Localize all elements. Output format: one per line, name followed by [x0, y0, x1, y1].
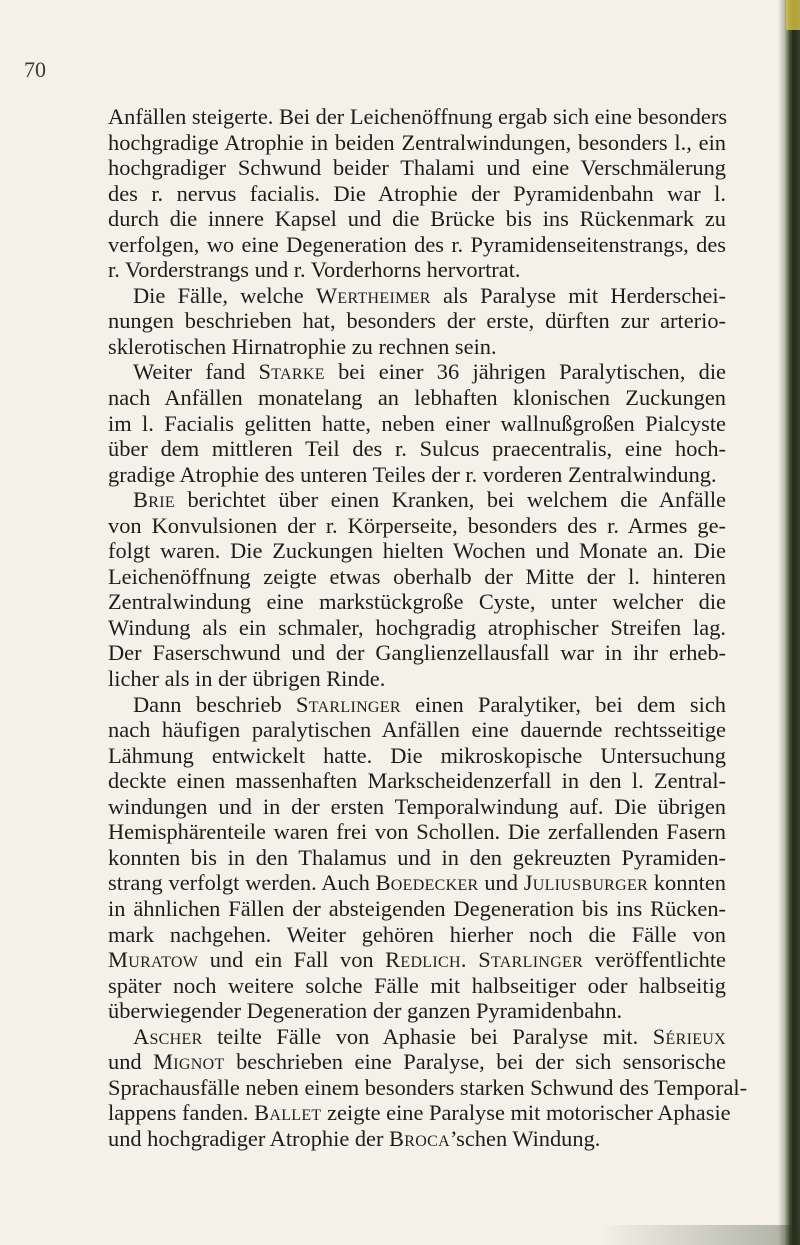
page-edge-stain: [786, 0, 800, 30]
text-run: zeigte eine Paralyse mit motorischer Aphasie: [321, 1100, 731, 1126]
text-line: [108, 538, 726, 564]
text-line: [108, 819, 726, 845]
text-line: [108, 385, 726, 411]
text-line: [108, 513, 726, 539]
text-line: [108, 998, 726, 1024]
text-run: in ähnlichen Fällen der absteigenden Degeneration bis ins Rücken-: [108, 895, 726, 921]
text-run: hochgradiger Schwund beider Thalami und eine Verschmälerung: [108, 155, 726, 181]
text-run: Zentralwindung eine markstückgroße Cyste, unter welcher die: [108, 589, 726, 615]
text-line: [108, 896, 726, 922]
text-line: [108, 666, 726, 692]
author-name: Starke: [258, 359, 325, 385]
text-run: im l. Facialis gelitten hatte, neben einer wallnußgroßen Pialcyste: [108, 410, 726, 436]
text-run: Lähmung entwickelt hatte. Die mikroskopische Untersuchung: [108, 742, 726, 768]
text-run: r. Vorderstrangs und r. Vorderhorns hervortrat.: [108, 257, 521, 283]
text-run: beschrieben eine Paralyse, bei der sich sensorische: [224, 1049, 726, 1075]
text-run: überwiegender Degeneration der ganzen Pyramidenbahn.: [108, 998, 623, 1024]
text-run: Anfällen steigerte. Bei der Leichenöffnung ergab sich eine besonders: [108, 104, 728, 129]
text-line: [108, 359, 726, 385]
text-line: [108, 232, 726, 258]
text-run: berichtet über einen Kranken, bei welchem die Anfälle: [174, 487, 726, 513]
text-run: Hemisphärenteile waren frei von Schollen. Die zerfallenden Fasern: [108, 819, 726, 845]
text-line: [108, 870, 726, 896]
text-line: [108, 845, 726, 871]
text-run: des r. nervus facialis. Die Atrophie der Pyramidenbahn war l.: [108, 180, 726, 206]
author-name: Brie: [133, 487, 175, 513]
text-run: einen Paralytiker, bei dem sich: [400, 691, 726, 717]
text-line: [108, 564, 726, 590]
text-run: teilte Fälle von Aphasie bei Paralyse mit.: [202, 1023, 653, 1049]
text-line: [108, 130, 726, 156]
text-run: folgt waren. Die Zuckungen hielten Wochen und Monate an. Die: [108, 538, 726, 564]
author-name: Ascher: [133, 1023, 203, 1049]
text-line: [108, 589, 726, 615]
author-name: Ballet: [254, 1100, 322, 1126]
text-run: und hochgradiger Atrophie der: [108, 1125, 390, 1151]
text-line: [108, 1074, 748, 1101]
text-line: [108, 1100, 731, 1126]
text-run: sklerotischen Hirnatrophie zu rechnen sein.: [108, 333, 497, 359]
author-name: Mignot: [153, 1049, 225, 1075]
author-name: Starlinger: [296, 691, 401, 717]
text-run: nach häufigen paralytischen Anfällen eine dauernde rechtsseitige: [108, 717, 726, 743]
text-run: als Paralyse mit Herderschei-: [430, 282, 727, 308]
text-line: [108, 692, 726, 718]
text-line: [108, 104, 726, 130]
text-line: [108, 947, 726, 973]
author-name: Wertheimer: [315, 282, 431, 308]
author-name: Redlich.: [385, 947, 467, 973]
text-line: [108, 436, 726, 462]
text-run: lappens fanden.: [108, 1100, 255, 1126]
text-line: [108, 181, 726, 207]
author-name: Juliusburger: [523, 870, 649, 896]
body-text: [108, 104, 748, 1151]
text-run: ’schen Windung.: [449, 1125, 601, 1151]
text-line: [108, 743, 726, 769]
text-line: [108, 717, 726, 743]
text-line: [108, 794, 726, 820]
author-name: Starlinger: [478, 947, 584, 973]
text-line: [108, 487, 726, 513]
text-run: durch die innere Kapsel und die Brücke bis ins Rückenmark zu: [108, 206, 726, 232]
text-line: [108, 308, 726, 334]
text-run: gradige Atrophie des unteren Teiles der r. vorderen Zentralwindung.: [108, 461, 717, 487]
text-line: [108, 922, 726, 948]
text-run: Sprachausfälle neben einem besonders starken Schwund des Temporal-: [108, 1074, 748, 1100]
text-run: verfolgen, wo eine Degeneration des r. Pyramidenseitenstrangs, des: [108, 231, 726, 257]
text-line: [108, 257, 726, 283]
page-number: 70: [24, 57, 46, 82]
text-line: [108, 334, 726, 360]
text-run: nach Anfällen monatelang an lebhaften klonischen Zuckungen: [108, 385, 726, 411]
text-run: veröffentlichte: [583, 947, 726, 973]
text-run: mark nachgehen. Weiter gehören hierher noch die Fälle von: [108, 921, 726, 947]
text-line: [108, 1024, 726, 1050]
text-run: [467, 947, 479, 972]
text-line: [108, 283, 726, 309]
text-line: [108, 206, 726, 232]
author-name: Boedecker: [375, 870, 479, 896]
author-name: Sérieux: [652, 1023, 726, 1049]
text-run: nungen beschrieben hat, besonders der erste, dürften zur arterio-: [108, 308, 726, 334]
page-edge-dark: [792, 0, 800, 1245]
text-line: [108, 462, 726, 488]
text-run: und ein Fall von: [198, 947, 386, 973]
text-run: Die Fälle, welche: [133, 282, 316, 308]
text-line: [108, 640, 726, 666]
text-run: und: [108, 1049, 154, 1075]
text-run: Der Faserschwund und der Ganglienzellausfall war in ihr erheb-: [108, 640, 726, 666]
author-name: Muratow: [108, 947, 199, 973]
text-run: windungen und in der ersten Temporalwindung auf. Die übrigen: [108, 793, 726, 819]
text-run: konnten bis in den Thalamus und in den gekreuzten Pyramiden-: [108, 844, 726, 870]
text-line: [108, 768, 726, 794]
text-line: [108, 1126, 726, 1152]
text-run: Weiter fand: [133, 359, 259, 385]
text-run: Leichenöffnung zeigte etwas oberhalb der Mitte der l. hinteren: [108, 563, 726, 589]
text-line: [108, 615, 726, 641]
text-line: [108, 155, 726, 181]
text-run: über dem mittleren Teil des r. Sulcus praecentralis, eine hoch-: [108, 436, 726, 462]
text-run: Windung als ein schmaler, hochgradig atrophischer Streifen lag.: [108, 614, 726, 640]
text-run: konnten: [648, 870, 727, 896]
page-bottom-shadow: [600, 1225, 800, 1245]
text-line: [108, 973, 726, 999]
text-run: und: [478, 870, 524, 896]
text-line: [108, 411, 726, 437]
text-run: hochgradige Atrophie in beiden Zentralwindungen, besonders l., ein: [108, 129, 726, 155]
text-run: deckte einen massenhaften Markscheidenzerfall in den l. Zentral-: [108, 768, 726, 794]
text-run: später noch weitere solche Fälle mit halbseitiger oder halbseitig: [108, 972, 726, 998]
text-run: von Konvulsionen der r. Körperseite, besonders des r. Armes ge-: [108, 512, 726, 538]
text-run: Dann beschrieb: [133, 691, 296, 717]
author-name: Broca: [389, 1125, 450, 1151]
text-run: bei einer 36 jährigen Paralytischen, die: [324, 359, 726, 385]
text-run: licher als in der übrigen Rinde.: [108, 666, 386, 692]
text-line: [108, 1049, 726, 1075]
text-run: strang verfolgt werden. Auch: [108, 870, 376, 896]
